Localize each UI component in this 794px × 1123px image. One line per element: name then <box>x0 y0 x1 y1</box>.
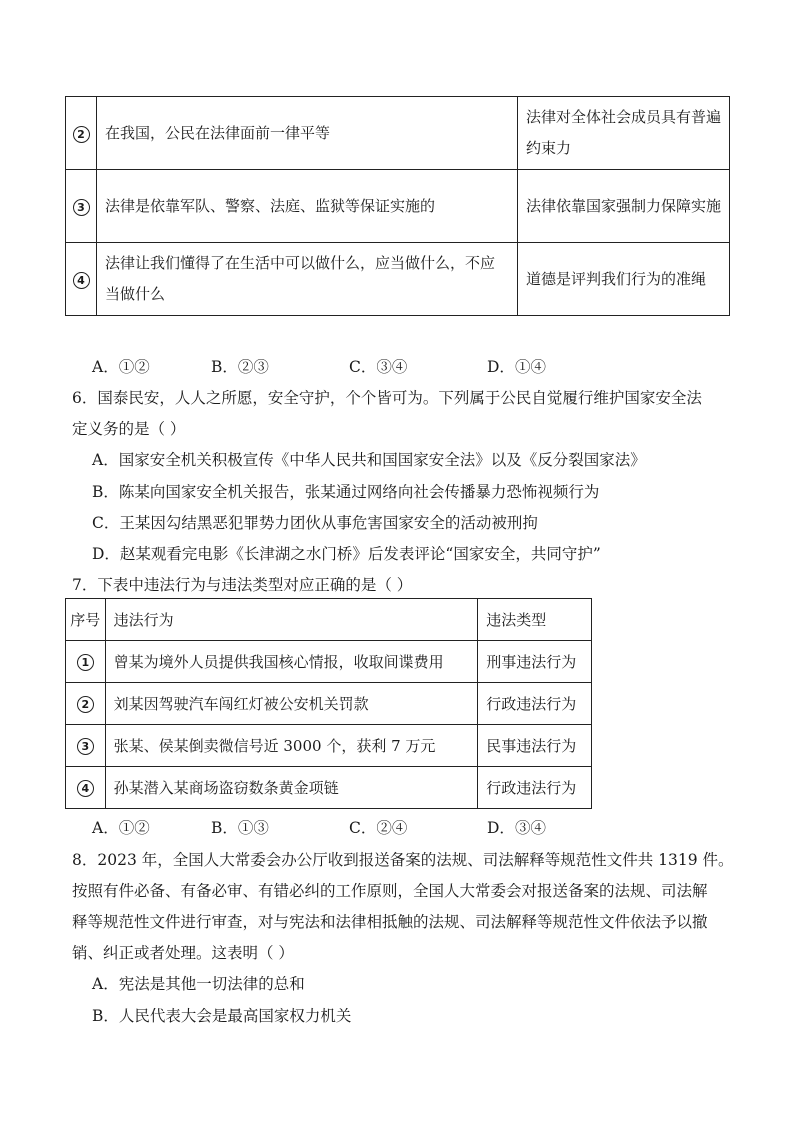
table-cell-conclusion: 道德是评判我们行为的准绳 <box>518 243 730 316</box>
row-number: 2 <box>66 97 97 170</box>
q6-stem-line1: 6．国泰民安，人人之所愿，安全守护，个个皆可为。下列属于公民自觉履行维护国家安全法 <box>72 389 702 407</box>
question7-table <box>65 598 592 809</box>
header-number: 序号 <box>66 599 106 641</box>
header-type: 违法类型 <box>478 599 592 641</box>
q8-option-b[interactable]: B．人民代表大会是最高国家权力机关 <box>92 1007 352 1025</box>
row-number: 1 <box>66 641 106 683</box>
table-row <box>66 725 592 767</box>
q7-option-a[interactable]: A．①② <box>92 819 150 837</box>
q8-stem-line2: 按照有件必备、有备必审、有错必纠的工作原则，全国人大常委会对报送备案的法规、司法解 <box>72 882 708 900</box>
q8-stem-line4: 销、纠正或者处理。这表明（ ） <box>72 944 294 962</box>
row-number: 2 <box>66 683 106 725</box>
table-row <box>66 243 730 316</box>
table-cell-type: 行政违法行为 <box>478 683 592 725</box>
q7-stem: 7．下表中违法行为与违法类型对应正确的是（ ） <box>72 576 413 594</box>
table-cell-act: 曾某为境外人员提供我国核心情报，收取间谍费用 <box>105 641 478 683</box>
table-cell-conclusion: 法律对全体社会成员具有普遍约束力 <box>518 97 730 170</box>
q7-option-d[interactable]: D．③④ <box>487 819 546 837</box>
q5-option-b[interactable]: B．②③ <box>211 358 269 376</box>
table-cell-act: 张某、侯某倒卖微信号近 3000 个，获利 7 万元 <box>105 725 478 767</box>
table-row <box>66 767 592 809</box>
table-cell-conclusion: 法律依靠国家强制力保障实施 <box>518 170 730 243</box>
q5-option-c[interactable]: C．③④ <box>349 358 408 376</box>
table-cell-type: 行政违法行为 <box>478 767 592 809</box>
row-number: 3 <box>66 170 97 243</box>
row-number: 3 <box>66 725 106 767</box>
table-cell-act: 孙某潜入某商场盗窃数条黄金项链 <box>105 767 478 809</box>
row-number: 4 <box>66 767 106 809</box>
table-cell-type: 刑事违法行为 <box>478 641 592 683</box>
q7-option-c[interactable]: C．②④ <box>349 819 408 837</box>
q6-stem-line2: 定义务的是（ ） <box>72 420 186 438</box>
table-cell-act: 刘某因驾驶汽车闯红灯被公安机关罚款 <box>105 683 478 725</box>
table-cell-statement: 在我国，公民在法律面前一律平等 <box>97 97 518 170</box>
table-row <box>66 97 730 170</box>
table-row <box>66 641 592 683</box>
header-act: 违法行为 <box>105 599 478 641</box>
q5-option-a[interactable]: A．①② <box>92 358 150 376</box>
q8-stem-line3: 释等规范性文件进行审查，对与宪法和法律相抵触的法规、司法解释等规范性文件依法予以撤 <box>72 913 708 931</box>
table-header-row <box>66 599 592 641</box>
q7-option-b[interactable]: B．①③ <box>211 819 269 837</box>
q8-option-a[interactable]: A．宪法是其他一切法律的总和 <box>92 975 305 993</box>
table-row <box>66 170 730 243</box>
q6-option-a[interactable]: A．国家安全机关积极宣传《中华人民共和国国家安全法》以及《反分裂国家法》 <box>92 451 646 469</box>
q6-option-b[interactable]: B．陈某向国家安全机关报告，张某通过网络向社会传播暴力恐怖视频行为 <box>92 483 600 501</box>
question5-table <box>65 96 730 316</box>
row-number: 4 <box>66 243 97 316</box>
table-row <box>66 683 592 725</box>
q8-stem-line1: 8．2023 年，全国人大常委会办公厅收到报送备案的法规、司法解释等规范性文件共 1319 件。 <box>72 851 734 869</box>
table-cell-type: 民事违法行为 <box>478 725 592 767</box>
table-cell-statement: 法律让我们懂得了在生活中可以做什么，应当做什么，不应当做什么 <box>97 243 518 316</box>
q5-option-d[interactable]: D．①④ <box>487 358 546 376</box>
table-cell-statement: 法律是依靠军队、警察、法庭、监狱等保证实施的 <box>97 170 518 243</box>
q6-option-c[interactable]: C．王某因勾结黑恶犯罪势力团伙从事危害国家安全的活动被刑拘 <box>92 514 538 532</box>
q6-option-d[interactable]: D．赵某观看完电影《长津湖之水门桥》后发表评论“国家安全，共同守护” <box>92 545 601 563</box>
